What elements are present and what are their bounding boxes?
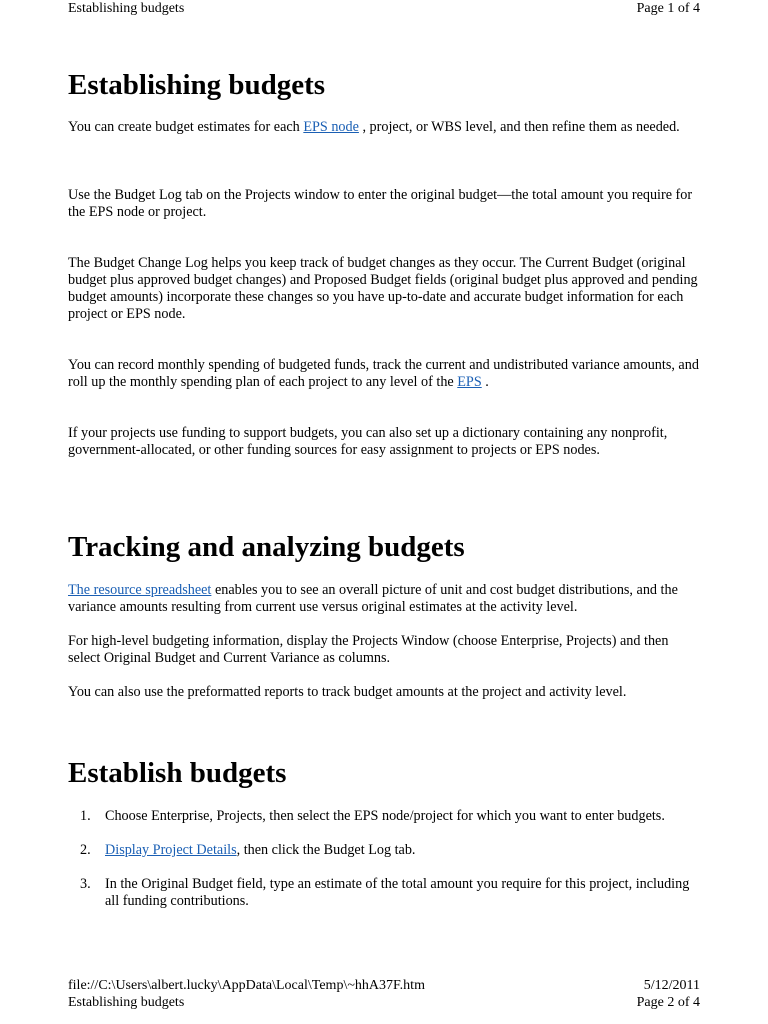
footer-title: Establishing budgets [68, 995, 185, 1010]
text: , then click the Budget Log tab. [236, 842, 416, 858]
step-number: 3. [80, 876, 91, 892]
text: . [481, 374, 489, 390]
list-item [68, 808, 704, 825]
footer-date: 5/12/2011 [643, 978, 700, 993]
section-heading-establish-budgets: Establish budgets [68, 757, 287, 789]
display-project-details-link[interactable]: Display Project Details [105, 842, 237, 858]
page-footer-line-1 [68, 977, 700, 994]
step-text [105, 842, 704, 859]
eps-node-link[interactable]: EPS node [303, 119, 359, 135]
header-title: Establishing budgets [68, 1, 185, 16]
resource-spreadsheet-link[interactable]: The resource spreadsheet [68, 582, 212, 598]
paragraph-high-level-budgeting: For high-level budgeting information, display the Projects Window (choose Enterprise, Projects) and then select Original Budget and Current Variance as columns. [68, 633, 669, 666]
page-header [68, 0, 700, 18]
page-footer-line-2 [68, 994, 700, 1011]
section-heading-establishing-budgets: Establishing budgets [68, 69, 326, 101]
list-item [68, 842, 704, 859]
eps-link[interactable]: EPS [457, 374, 482, 390]
paragraph-preformatted-reports: You can also use the preformatted reports to track budget amounts at the project and activity level. [68, 684, 627, 700]
step-number: 2. [80, 842, 91, 858]
paragraph-budget-estimates [68, 119, 704, 136]
list-item [68, 876, 704, 910]
paragraph-monthly-spending [68, 357, 704, 391]
paragraph-resource-spreadsheet [68, 582, 704, 616]
step-text: Choose Enterprise, Projects, then select the EPS node/project for which you want to enter budgets. [105, 808, 665, 824]
footer-file-path: file://C:\Users\albert.lucky\AppData\Local\Temp\~hhA37F.htm [68, 978, 425, 993]
text: enables you to see an overall picture of unit and cost budget distributions, and the variance amounts resulting from current use versus original estimates at the activity level. [68, 582, 678, 615]
footer-page-number: Page 2 of 4 [636, 995, 700, 1010]
text: , project, or WBS level, and then refine them as needed. [358, 119, 680, 135]
text: You can record monthly spending of budgeted funds, track the current and undistributed variance amounts, and roll up the monthly spending plan of each project to any level of the [68, 357, 699, 390]
step-number: 1. [80, 808, 91, 824]
paragraph-budget-log-tab: Use the Budget Log tab on the Projects window to enter the original budget—the total amount you require for the EPS node or project. [68, 187, 693, 220]
step-text: In the Original Budget field, type an estimate of the total amount you require for this project, including all funding contributions. [105, 876, 690, 909]
paragraph-funding-dictionary: If your projects use funding to support budgets, you can also set up a dictionary containing any nonprofit, government-allocated, or other funding sources for easy assignment to projects or EPS nodes. [68, 425, 668, 458]
section-heading-tracking-budgets: Tracking and analyzing budgets [68, 531, 465, 563]
paragraph-budget-change-log: The Budget Change Log helps you keep track of budget changes as they occur. The Current Budget (original budget plus approved budget changes) and Proposed Budget fields (original budget plus approved and pending budget amounts) incorporate these changes so you have up-to-date and accurate budget information for each project or EPS node. [68, 255, 698, 322]
text: You can create budget estimates for each [68, 119, 304, 135]
header-page-number: Page 1 of 4 [636, 1, 700, 16]
